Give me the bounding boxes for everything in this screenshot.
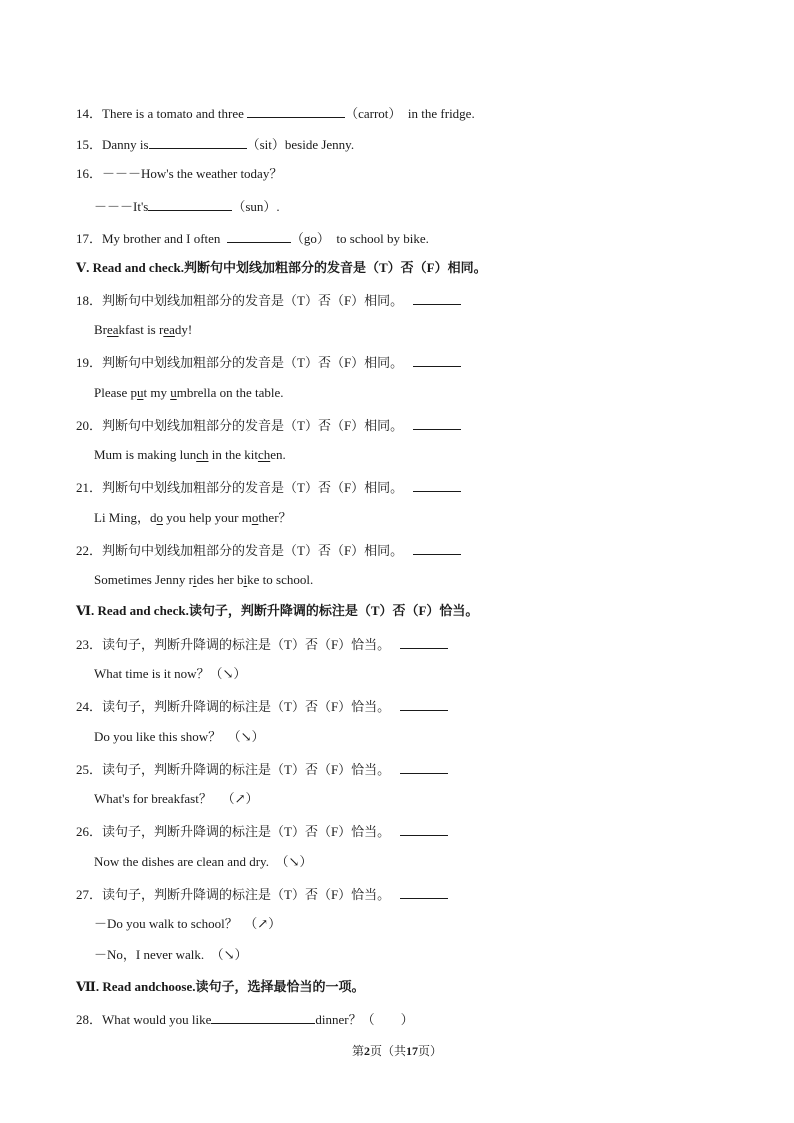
question-28: 28．What would you like dinner？（ ） <box>76 1012 414 1027</box>
answer-blank[interactable] <box>148 197 232 211</box>
question-17: 17．My brother and I often （go） to school by bike. <box>76 231 429 246</box>
question-15: 15．Danny is （sit）beside Jenny. <box>76 137 355 152</box>
question-25: 25．读句子，判断升降调的标注是（T）否（F）恰当。 <box>76 760 448 778</box>
section-6-heading: Ⅵ. Read and check.读句子，判断升降调的标注是（T）否（F）恰当。 <box>76 603 479 618</box>
section-7-heading: Ⅶ. Read andchoose.读句子，选择最恰当的一项。 <box>76 979 365 994</box>
page-footer: 第2页（共17页） <box>351 1044 443 1058</box>
question-26-sentence: Now the dishes are clean and dry. （↘） <box>94 854 313 869</box>
question-24: 24．读句子，判断升降调的标注是（T）否（F）恰当。 <box>76 697 448 715</box>
question-23: 23．读句子，判断升降调的标注是（T）否（F）恰当。 <box>76 635 448 653</box>
answer-blank[interactable] <box>400 635 448 649</box>
answer-blank[interactable] <box>413 353 461 367</box>
question-27-sentence-1: －Do you walk to school？ （↗） <box>94 916 282 931</box>
question-18: 18．判断句中划线加粗部分的发音是（T）否（F）相同。 <box>76 291 461 309</box>
question-14: 14．There is a tomato and three （carrot） in the fridge. <box>76 106 475 121</box>
question-16-answer: －－－It's （sun）. <box>94 199 280 214</box>
answer-blank[interactable] <box>227 229 291 243</box>
question-21: 21．判断句中划线加粗部分的发音是（T）否（F）相同。 <box>76 478 461 496</box>
section-5-heading: Ⅴ. Read and check.判断句中划线加粗部分的发音是（T）否（F）相同。 <box>76 260 487 275</box>
question-27-sentence-2: －No，I never walk. （↘） <box>94 947 248 962</box>
question-27: 27．读句子，判断升降调的标注是（T）否（F）恰当。 <box>76 885 448 903</box>
answer-blank[interactable] <box>413 541 461 555</box>
question-21-sentence: Li Ming，do you help your mother？ <box>94 510 292 525</box>
question-23-sentence: What time is it now？（↘） <box>94 666 247 681</box>
question-16: 16．－－－How's the weather today？ <box>76 166 283 181</box>
question-22: 22．判断句中划线加粗部分的发音是（T）否（F）相同。 <box>76 541 461 559</box>
answer-blank[interactable] <box>413 478 461 492</box>
answer-blank[interactable] <box>400 885 448 899</box>
question-25-sentence: What's for breakfast？ （↗） <box>94 791 259 806</box>
question-20: 20．判断句中划线加粗部分的发音是（T）否（F）相同。 <box>76 416 461 434</box>
answer-blank[interactable] <box>413 291 461 305</box>
answer-blank[interactable] <box>400 760 448 774</box>
answer-blank[interactable] <box>211 1010 315 1024</box>
question-24-sentence: Do you like this show？ （↘） <box>94 729 265 744</box>
question-19-sentence: Please put my umbrella on the table. <box>94 385 284 400</box>
answer-blank[interactable] <box>149 135 247 149</box>
question-22-sentence: Sometimes Jenny rides her bike to school. <box>94 572 314 587</box>
question-26: 26．读句子，判断升降调的标注是（T）否（F）恰当。 <box>76 822 448 840</box>
question-20-sentence: Mum is making lunch in the kitchen. <box>94 447 286 462</box>
question-18-sentence: Breakfast is ready! <box>94 322 193 337</box>
answer-blank[interactable] <box>413 416 461 430</box>
answer-blank[interactable] <box>247 104 345 118</box>
answer-blank[interactable] <box>400 697 448 711</box>
question-19: 19．判断句中划线加粗部分的发音是（T）否（F）相同。 <box>76 353 461 371</box>
answer-blank[interactable] <box>400 822 448 836</box>
